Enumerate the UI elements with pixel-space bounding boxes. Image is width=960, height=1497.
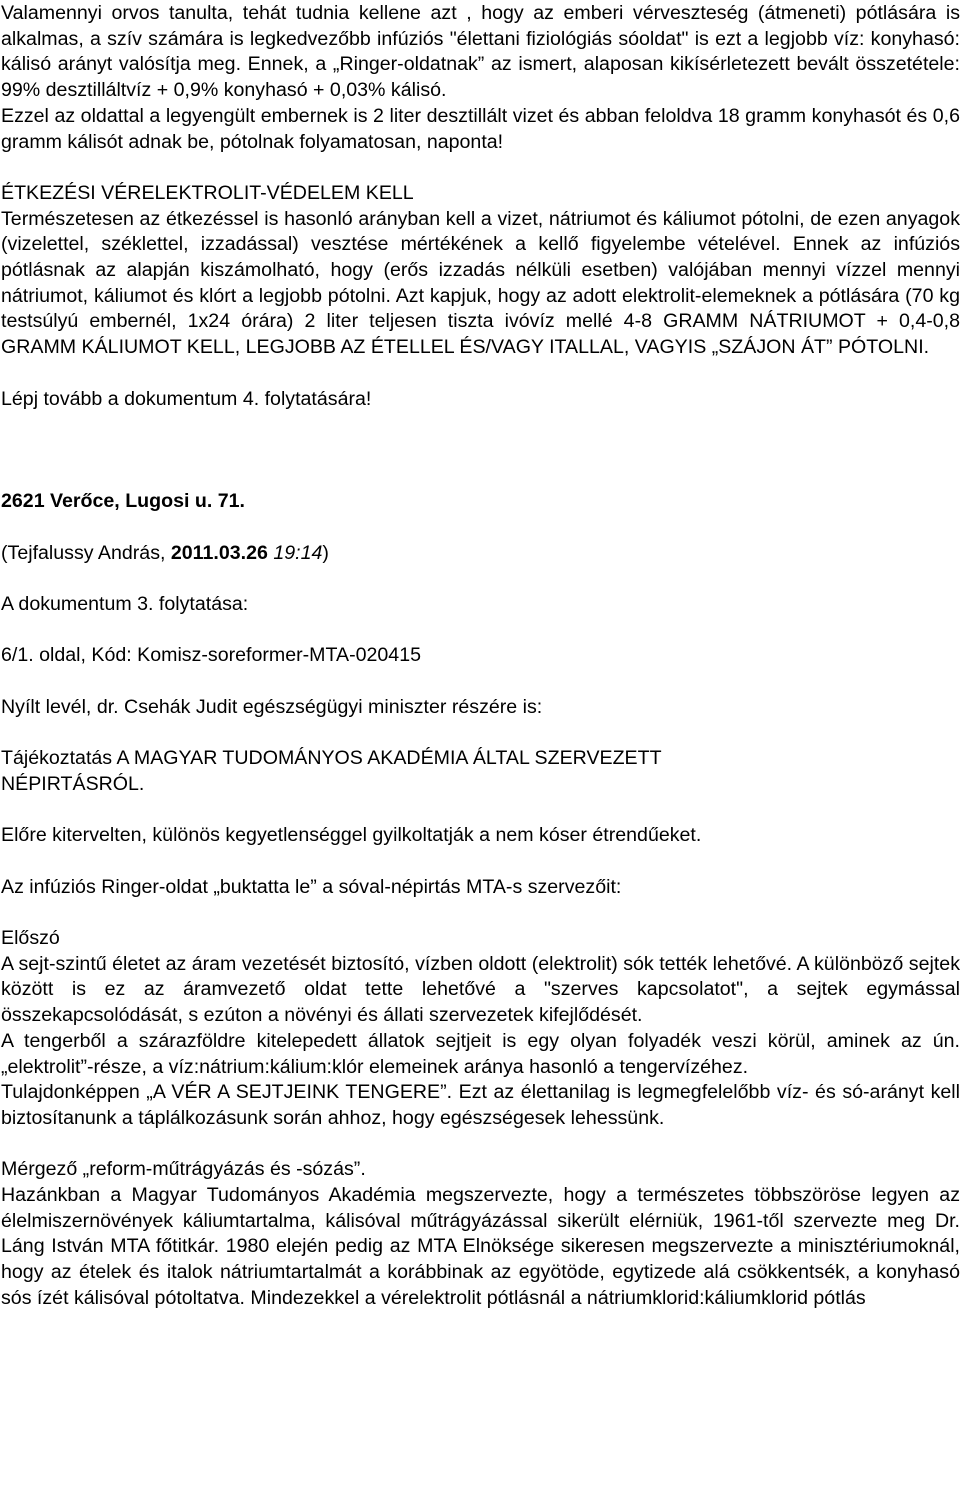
- paragraph-infusion-intro: Valamennyi orvos tanulta, tehát tudnia kellene azt , hogy az emberi vérveszteség (átmeneti) pótlására is alkalmas, a szív számára is legkedvezőbb infúziós "élettani fiziológiás sóoldat" is ezt a legjobb víz: konyhasó: kálisó arányt valósítja meg. Ennek, a „Ringer-oldatnak” az ismert, alaposan kikísérletezett bevált összetétele: 99% desztilláltvíz + 0,9% konyhasó + 0,03% kálisó.: [1, 2, 960, 102]
- spacer: [1, 798, 960, 824]
- paragraph-foreword-1: A sejt-szintű életet az áram vezetését biztosító, vízben oldott (elektrolit) sók tették lehetővé. A különböző sejtek között is ez az áramvezető oldat tette lehetővé a "szerves kapcsolatot", a sejtek egymással összekapcsolódását, s ezúton a növényi és állati szervezetek kifejlődését.: [1, 952, 960, 1027]
- section-heading-electrolyte: ÉTKEZÉSI VÉRELEKTROLIT-VÉDELEM KELL: [1, 181, 414, 204]
- paragraph-academy: Hazánkban a Magyar Tudományos Akadémia megszervezte, hogy a természetes többszöröse legyen az élelmiszernövények káliumtartalma, kálisóval műtrágyázással sikerült elérniük, 1961-től szervezte meg Dr. Láng István MTA főtitkár. 1980 elején pedig az MTA Elnöksége sikeresen megszervezte a minisztériumoknál, hogy az ételek és italok nátriumtartalmát a korábbinak az egyötöde, egytizede alá csökkentsék, a konyhasó sós ízét kálisóval pótoltatva. Mindezekkel a vérelektrolit pótlásnál a nátriumklorid:káliumklorid pótlás: [1, 1184, 960, 1309]
- paragraph-foreword-3: Tulajdonképpen „A VÉR A SEJTJEINK TENGERE”. Ezt az élettanilag is legmegfelelőbb víz- és só-arányt kell biztosítanunk a táplálkozásunk során ahhoz, hogy egészségesek lehessünk.: [1, 1081, 960, 1129]
- paragraph-foreword-2: A tengerből a szárazföldre kitelepedett állatok sejtjeit is egy olyan folyadék veszi körül, aminek az ún. „elektrolit”-része, a víz:nátrium:kálium:klór elemeinek aránya hasonló a tengervízéhez.: [1, 1029, 960, 1078]
- spacer: [1, 566, 960, 592]
- spacer: [1, 900, 960, 926]
- open-letter-addressee: Nyílt levél, dr. Csehák Judit egészségügyi miniszter részére is:: [1, 695, 543, 718]
- spacer: [1, 720, 960, 746]
- signature-close: ): [322, 541, 329, 564]
- intro-statement: Előre kitervelten, különös kegyetlenséggel gyilkoltatják a nem kóser étrendűeket.: [1, 824, 702, 847]
- spacer: [1, 361, 960, 387]
- spacer: [1, 849, 960, 875]
- signature-author: (Tejfalussy András,: [1, 541, 171, 564]
- toxic-heading: Mérgező „reform-műtrágyázás és -sózás”.: [1, 1158, 366, 1181]
- spacer: [1, 618, 960, 644]
- info-title-line-2: NÉPIRTÁSRÓL.: [1, 772, 145, 795]
- spacer: [1, 155, 960, 181]
- spacer: [1, 669, 960, 695]
- signature-time: 19:14: [273, 541, 323, 564]
- spacer: [1, 1132, 960, 1158]
- next-document-link: Lépj tovább a dokumentum 4. folytatására!: [1, 387, 372, 410]
- paragraph-electrolyte-nutrition: Természetesen az étkezéssel is hasonló arányban kell a vizet, nátriumot és káliumot pótolni, de ezen anyagok (vizelettel, széklettel, izzadással) vesztése mértékének a kellő figyelembe vételével. Ennek az infúziós pótlásnak az alapján kiszámolható, hogy (erős izzadás nélküli esetben) valójában mennyi vízzel mennyi nátriumot, káliumot és klórt a legjobb pótolni. Azt kapjuk, hogy az adott elektrolit-elemeknek a pótlására (70 kg testsúlyú embernél, 1x24 órára) 2 liter teljesen tiszta ivóvíz mellé 4-8 GRAMM NÁTRIUMOT + 0,4-0,8 GRAMM KÁLIUMOT KELL, LEGJOBB AZ ÉTELLEL ÉS/VAGY ITALLAL, VAGYIS „SZÁJON ÁT” PÓTOLNI.: [1, 207, 960, 359]
- address: 2621 Verőce, Lugosi u. 71.: [1, 490, 245, 513]
- document-continuation: A dokumentum 3. folytatása:: [1, 593, 249, 615]
- spacer: [1, 515, 960, 541]
- paragraph-infusion-dose: Ezzel az oldattal a legyengült embernek is 2 liter desztillált vizet és abban feloldva 18 gramm konyhasót és 0,6 gramm kálisót adnak be, pótolnak folyamatosan, naponta!: [1, 104, 960, 153]
- spacer: [1, 412, 960, 489]
- ringer-statement: Az infúziós Ringer-oldat „buktatta le” a sóval-népirtás MTA-s szervezőit:: [1, 875, 622, 898]
- info-title-line-1: Tájékoztatás A MAGYAR TUDOMÁNYOS AKADÉMIA ÁLTAL SZERVEZETT: [1, 747, 662, 770]
- signature-line: [1, 541, 960, 567]
- signature-date: 2011.03.26: [170, 541, 268, 564]
- page-code: 6/1. oldal, Kód: Komisz-soreformer-MTA-020415: [1, 644, 421, 667]
- foreword-heading: Előszó: [1, 927, 60, 950]
- info-title: [1, 746, 960, 797]
